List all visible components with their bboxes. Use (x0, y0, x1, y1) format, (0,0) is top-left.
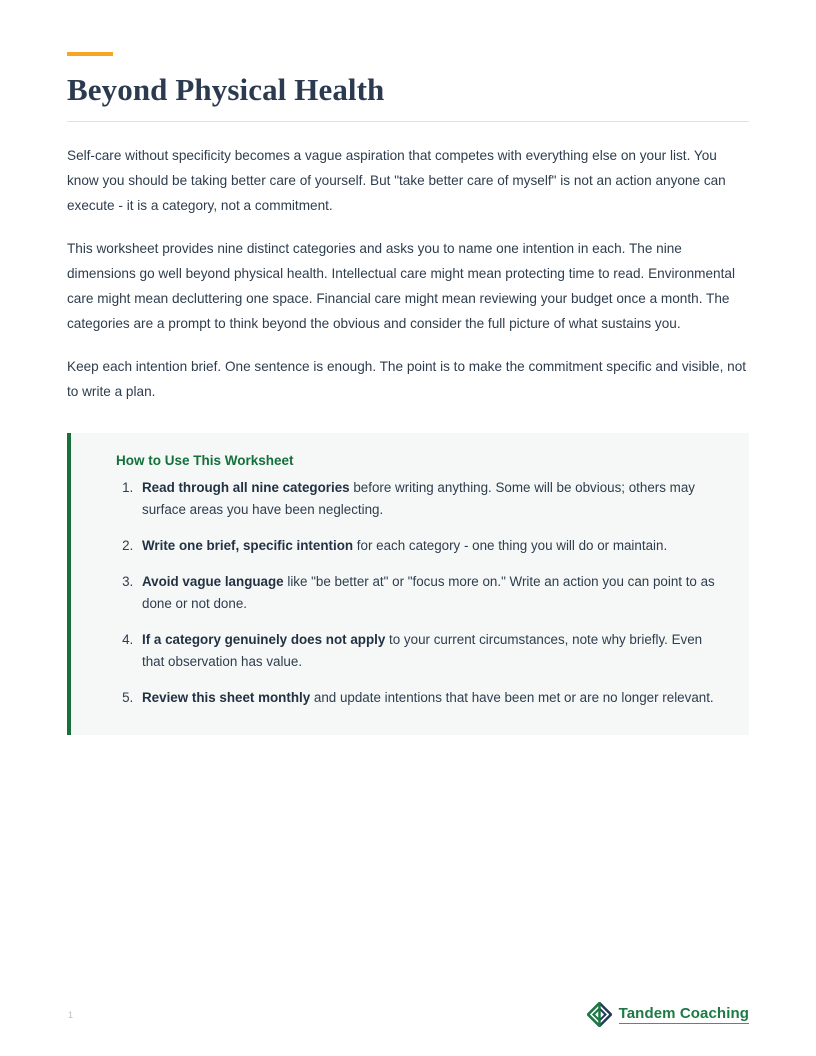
body-paragraph-2: This worksheet provides nine distinct categories and asks you to name one intention in each. The nine dimensions go well beyond physical health. Intellectual care might mean protecting time to read. Environmental care might mean decluttering one space. Financial care might mean reviewing your budget once a month. The categories are a prompt to think beyond the obvious and consider the full picture of what sustains you. (67, 241, 735, 332)
page-footer (67, 998, 749, 1038)
title-accent-bar (67, 52, 113, 56)
list-item-rest: before writing anything. Some will be obvious; others may surface areas you have been neglecting. (142, 480, 695, 518)
page-number: 1 (68, 1010, 74, 1020)
list-item-lead: Review this sheet monthly (142, 690, 311, 706)
list-item-lead: If a category genuinely does not apply (142, 632, 386, 648)
list-item-lead: Read through all nine categories (142, 480, 350, 496)
list-item (137, 571, 725, 615)
list-item-rest: to your current circumstances, note why briefly. Even that observation has value. (142, 632, 703, 670)
brand-logo (587, 1002, 749, 1027)
list-item (137, 477, 725, 521)
document-page (67, 0, 749, 1056)
list-item-rest: like "be better at" or "focus more on." Write an action you can point to as done or not done. (142, 574, 715, 612)
callout-instruction-list (95, 477, 725, 709)
list-item-rest: and update intentions that have been met or are no longer relevant. (310, 690, 714, 706)
body-paragraph-3: Keep each intention brief. One sentence is enough. The point is to make the commitment specific and visible, not to write a plan. (67, 359, 747, 400)
list-item-lead: Avoid vague language (142, 574, 284, 590)
list-item-rest: for each category - one thing you will do or maintain. (353, 538, 668, 554)
brand-underline (619, 1023, 749, 1025)
list-item (137, 687, 725, 709)
list-item (137, 629, 725, 673)
list-item-lead: Write one brief, specific intention (142, 538, 354, 554)
page-title: Beyond Physical Health (67, 72, 385, 107)
body-paragraph-1: Self-care without specificity becomes a vague aspiration that competes with everything else on your list. You know you should be taking better care of yourself. But "take better care of myself" is not an action anyone can execute - it is a category, not a commitment. (67, 148, 726, 214)
how-to-use-callout (67, 433, 749, 735)
brand-name: Tandem Coaching (618, 1004, 749, 1022)
list-item (137, 535, 725, 557)
callout-heading: How to Use This Worksheet (116, 453, 294, 469)
brand-wordmark (619, 1005, 749, 1025)
tandem-diamond-icon (587, 1002, 612, 1027)
